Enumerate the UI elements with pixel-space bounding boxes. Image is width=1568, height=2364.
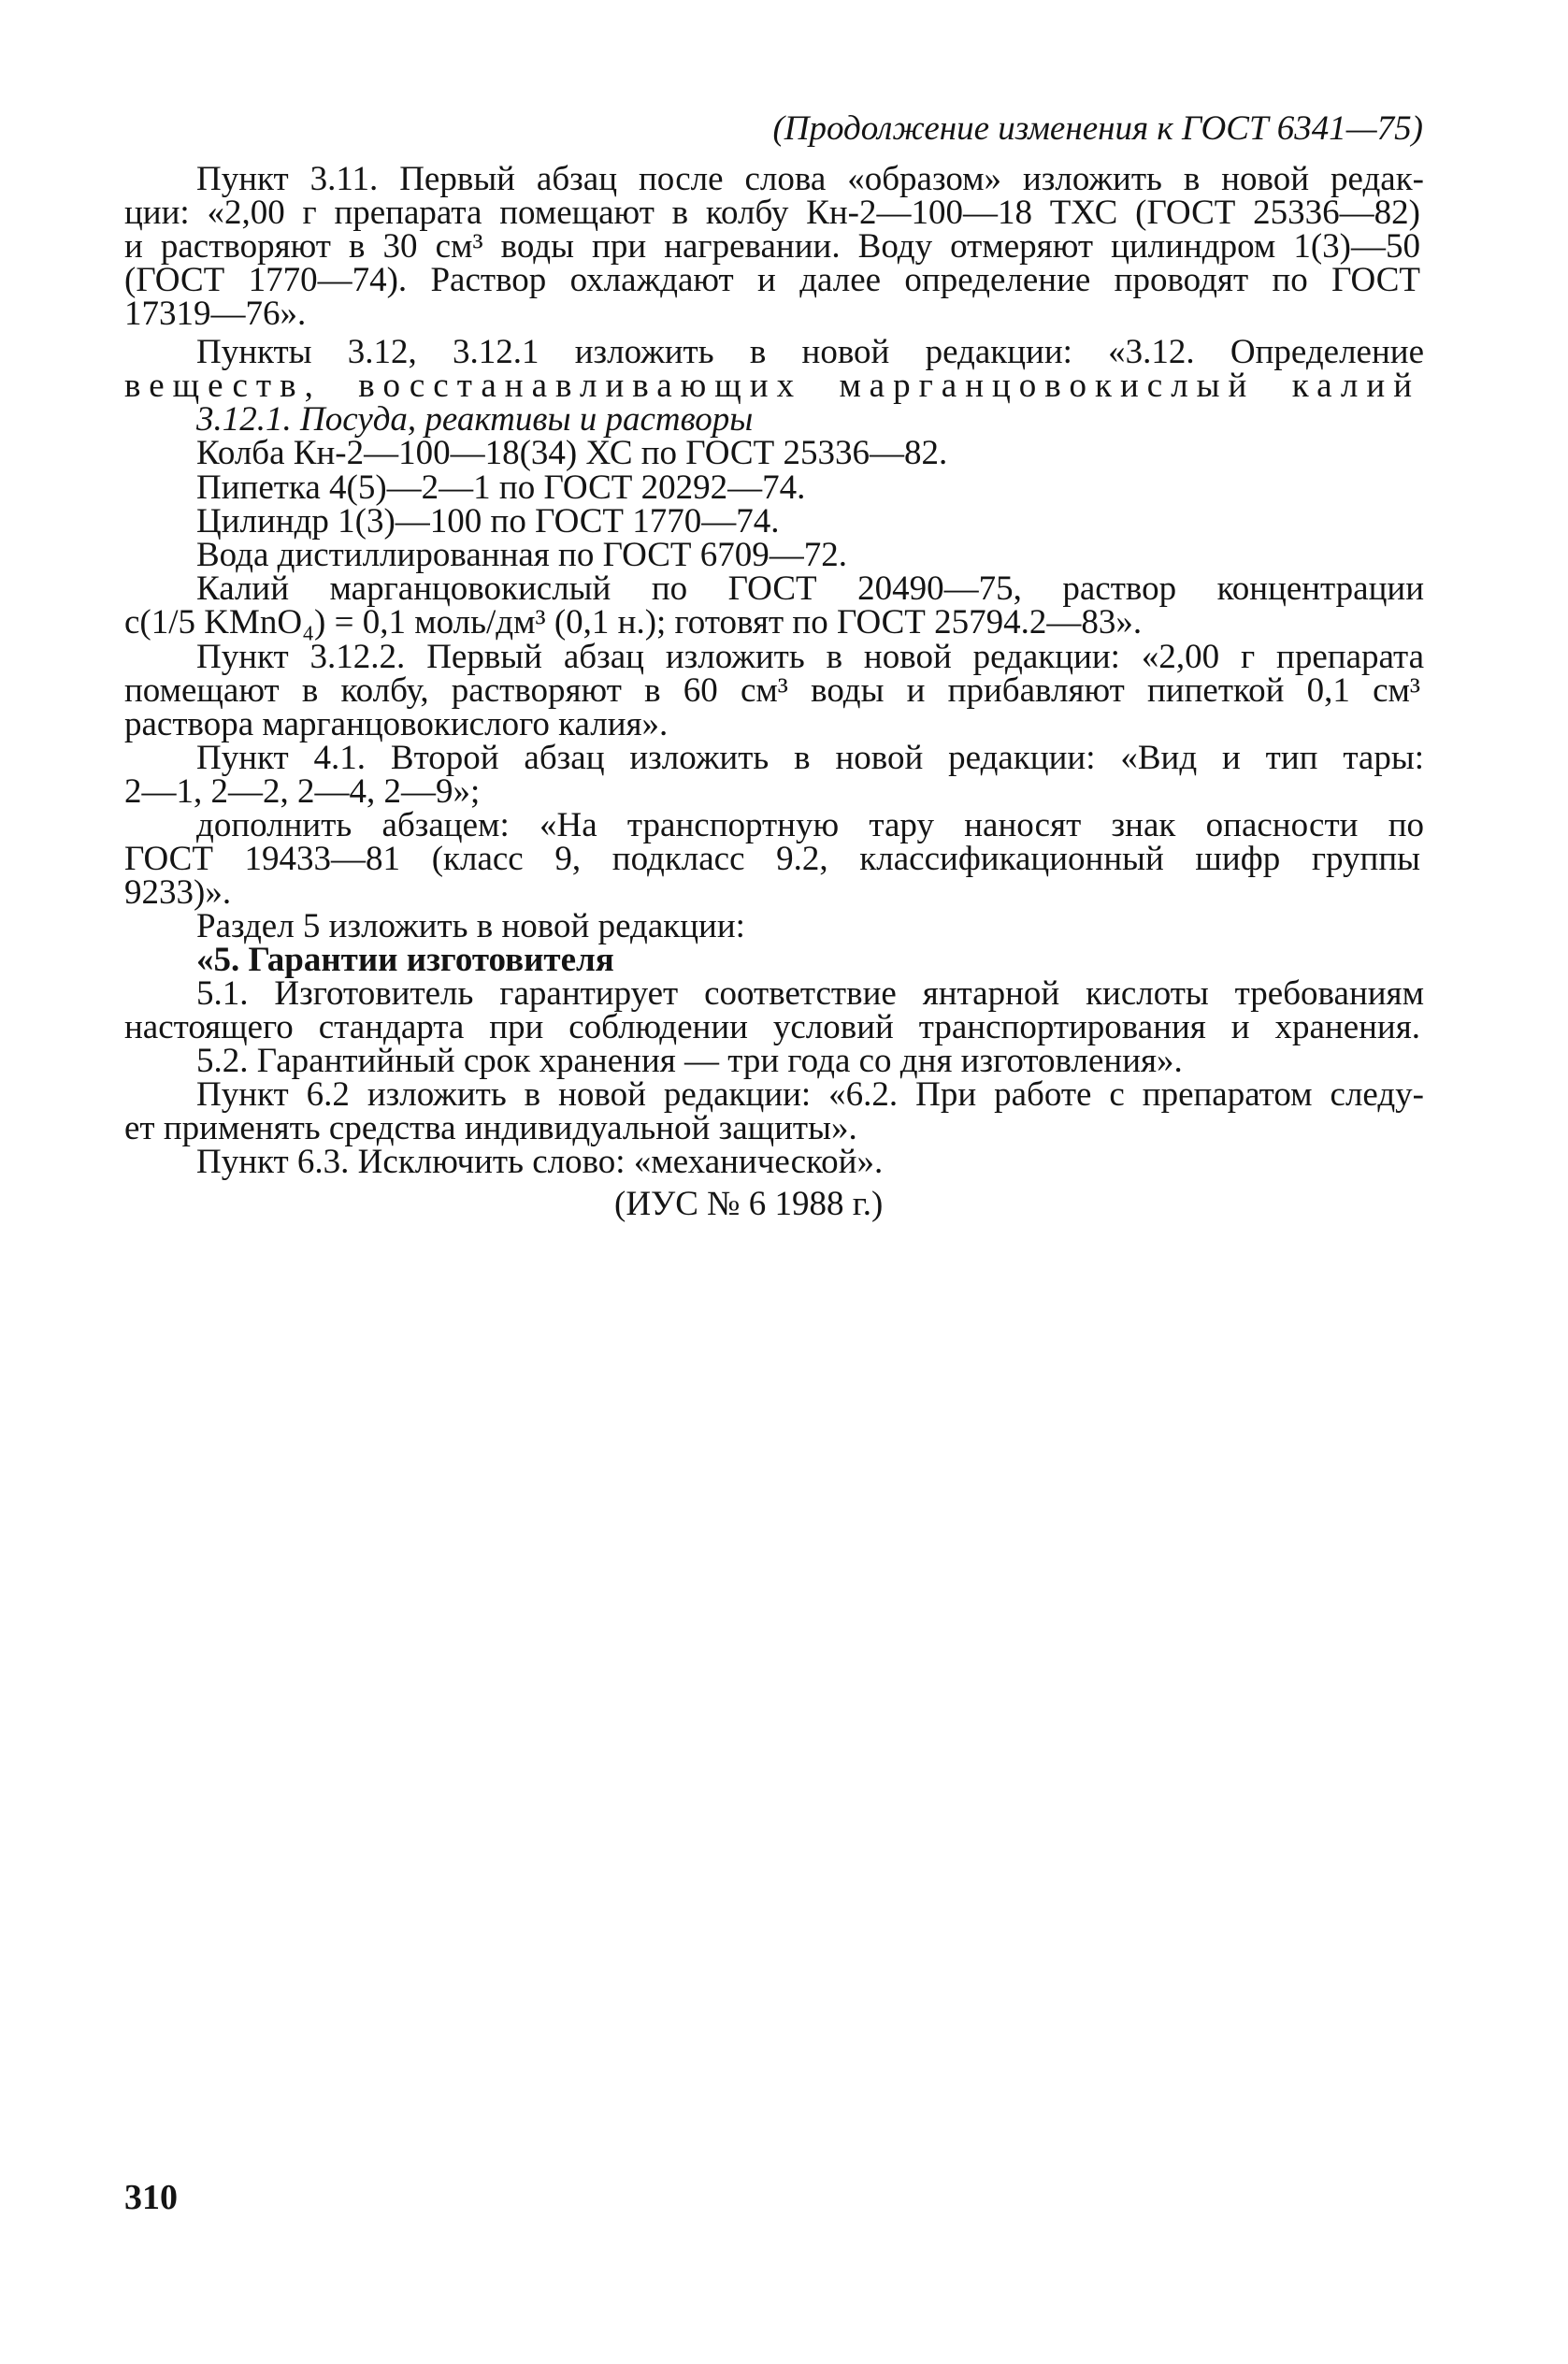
text-line: 5.1. Изготовитель гарантирует соответствие янтарной кислоты требованиям [196,974,1424,1013]
text-line: Вода дистиллированная по ГОСТ 6709—72. [196,536,848,574]
text-line: 9233)». [124,873,232,912]
page-number: 310 [124,2178,178,2217]
text-line: настоящего стандарта при соблюдении условий транспортирования и хранения. [124,1008,1420,1046]
text-line: помещают в колбу, растворяют в 60 см³ воды и прибавляют пипеткой 0,1 см³ [124,671,1420,710]
text-line: c(1/5 KMnO₄) = 0,1 моль/дм³ (0,1 н.); готовят по ГОСТ 25794.2—83». [124,603,1143,641]
text-line: Пипетка 4(5)—2—1 по ГОСТ 20292—74. [196,468,806,507]
publication-note: (ИУС № 6 1988 г.) [614,1185,884,1223]
text-line: Цилиндр 1(3)—100 по ГОСТ 1770—74. [196,502,780,541]
text-line: ции: «2,00 г препарата помещают в колбу Кн-2—100—18 ТХС (ГОСТ 25336—82) [124,194,1420,232]
text-line: 5.2. Гарантийный срок хранения — три года со дня изготовления». [196,1042,1183,1080]
text-line: (ГОСТ 1770—74). Раствор охлаждают и далее определение проводят по ГОСТ [124,261,1420,299]
text-line: и растворяют в 30 см³ воды при нагревании. Воду отмеряют цилиндром 1(3)—50 [124,227,1420,266]
section-heading: «5. Гарантии изготовителя [196,941,614,979]
text-line: Пункт 6.3. Исключить слово: «механической». [196,1143,884,1181]
continuation-header: (Продолжение изменения к ГОСТ 6341—75) [772,109,1423,148]
text-line: ет применять средства индивидуальной защиты». [124,1109,857,1147]
text-line: Пункт 3.11. Первый абзац после слова «образом» изложить в новой редак- [196,160,1424,198]
subsection-heading: 3.12.1. Посуда, реактивы и растворы [196,400,754,439]
text-line: дополнить абзацем: «На транспортную тару наносят знак опасности по [196,806,1424,844]
text-line: Пункт 6.2 изложить в новой редакции: «6.2. При работе с препаратом следу- [196,1075,1424,1114]
text-line: Пункт 4.1. Второй абзац изложить в новой редакции: «Вид и тип тары: [196,739,1424,777]
text-line: ГОСТ 19433—81 (класс 9, подкласс 9.2, классификационный шифр группы [124,840,1420,878]
text-line: 2—1, 2—2, 2—4, 2—9»; [124,772,481,811]
text-line: Раздел 5 изложить в новой редакции: [196,907,745,945]
text-line: раствора марганцовокислого калия». [124,705,669,743]
text-line: 17319—76». [124,295,307,333]
text-line: Калий марганцовокислый по ГОСТ 20490—75, раствор концентрации [196,569,1424,608]
text-line: Пункт 3.12.2. Первый абзац изложить в новой редакции: «2,00 г препарата [196,638,1424,676]
text-line: Колба Кн-2—100—18(34) ХС по ГОСТ 25336—82. [196,434,948,472]
text-line-spaced: веществ, восстанавливающих марганцовокислый калий [124,367,1420,405]
text-line: Пункты 3.12, 3.12.1 изложить в новой редакции: «3.12. Определение [196,333,1424,371]
